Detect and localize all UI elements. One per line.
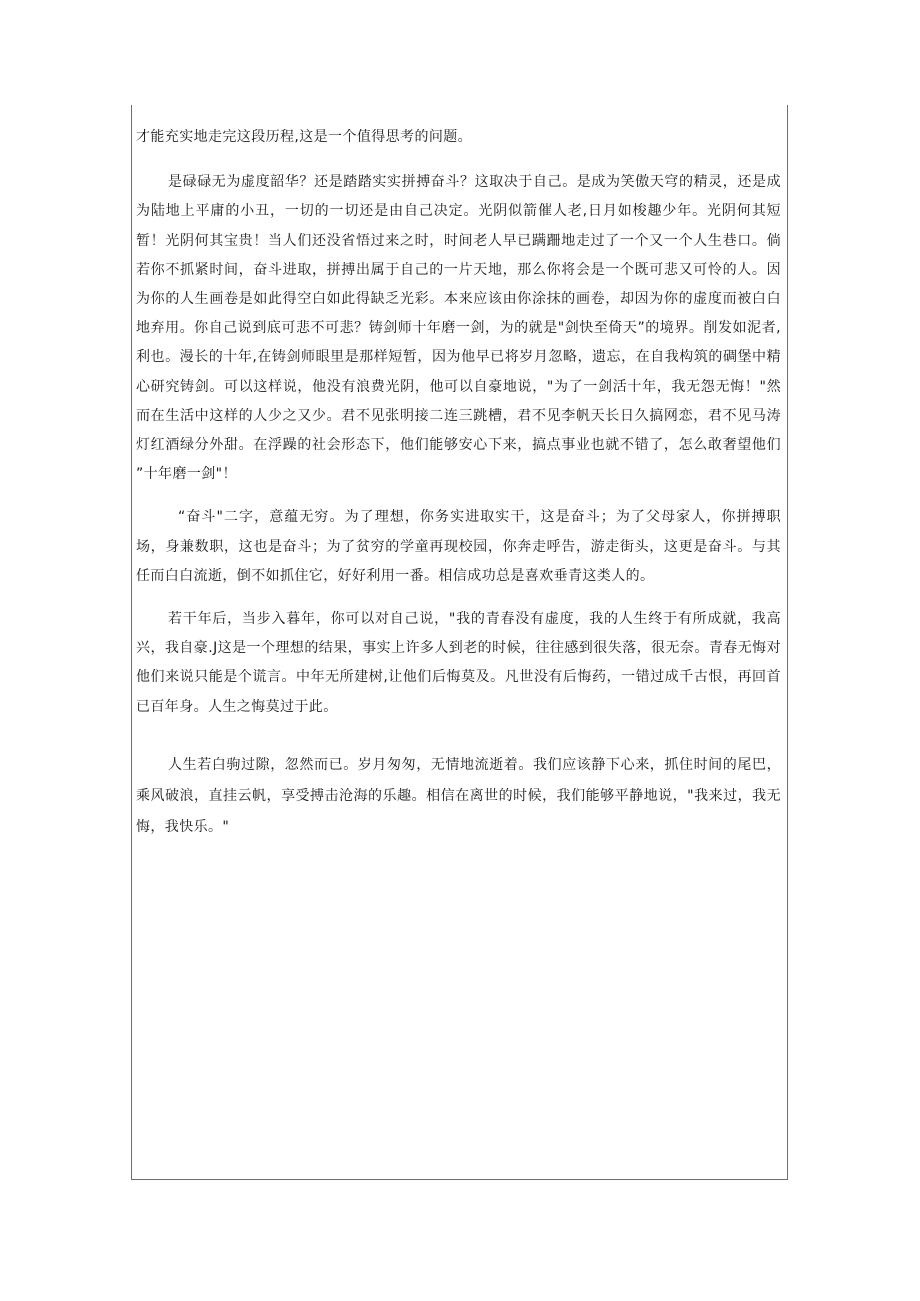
paragraph-3: “奋斗"二字，意蕴无穷。为了理想，你务实进取实干，这是奋斗；为了父母家人，你拼搏职场，身兼数职，这也是奋斗；为了贫穷的学童再现校园，你奔走呼告，游走街头，这更是奋斗。与其任而白白流逝，倒不如抓住它，好好利用一番。相信成功总是喜欢垂青这类人的。	[136, 509, 781, 584]
paragraph-2: 是碌碌无为虚度韶华？还是踏踏实实拼搏奋斗？这取决于自己。是成为笑傲天穹的精灵，还是成为陆地上平庸的小丑，一切的一切还是由自己决定。光阴似箭催人老,日月如梭趣少年。光阴何其短暂！光阴何其宝贵！当人们还没省悟过来之时，时间老人早已蹒跚地走过了一个又一个人生巷口。倘若你不抓紧时间，奋斗进取，拼搏出属于自己的一片天地，那么你将会是一个既可悲又可怜的人。因为你的人生画卷是如此得空白如此得缺乏光彩。本来应该由你涂抹的画卷，却因为你的虚度而被白白地弃用。你自己说到底可悲不可悲？铸剑师十年磨一剑，为的就是"剑快至倚天”的境界。削发如泥者,利也。漫长的十年,在铸剑师眼里是那样短暂，因为他早已将岁月忽略，遗忘，在自我构筑的碉堡中精心研究铸剑。可以这样说，他没有浪费光阴，他可以自豪地说，"为了一剑活十年，我无怨无悔！"然而在生活中这样的人少之又少。君不见张明接二连三跳槽，君不见李帆天长日久搞网恋，君不见马涛灯红酒绿分外甜。在浮躁的社会形态下，他们能够安心下来，搞点事业也就不错了，怎么敢奢望他们 ”十年磨一剑"！	[136, 174, 781, 483]
paragraph-4: 若干年后，当步入暮年，你可以对自己说，"我的青春没有虚度，我的人生终于有所成就，我高兴，我自豪.J这是一个理想的结果，事实上许多人到老的时候，往往感到很失落，很无奈。青春无悔对他们来说只能是个谎言。中年无所建树,让他们后悔莫及。凡世没有后悔药，一错过成千古恨，再回首已百年身。人生之悔莫过于此。	[136, 611, 781, 715]
paragraph-5: 人生若白驹过隙，忽然而已。岁月匆匆，无情地流逝着。我们应该静下心来，抓住时间的尾巴，乘风破浪，直挂云帆，享受搏击沧海的乐趣。相信在离世的时候，我们能够平静地说，"我来过，我无悔，我快乐。"	[136, 756, 781, 835]
page-frame	[131, 105, 788, 1180]
document-body	[136, 123, 781, 843]
paragraph-1: 才能充实地走完这段历程,这是一个值得思考的问题。	[136, 129, 473, 145]
